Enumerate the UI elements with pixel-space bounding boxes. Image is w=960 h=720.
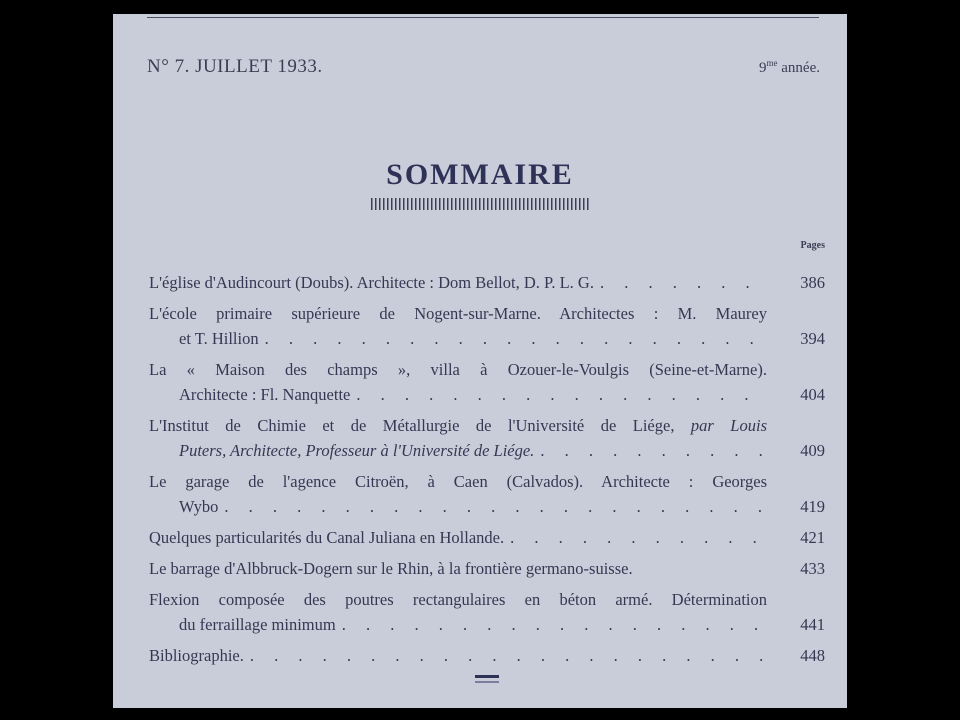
toc-entry xyxy=(149,556,825,581)
toc-page-number: 421 xyxy=(800,528,825,547)
toc-text: Quelques particularités du Canal Juliana en Hollande. xyxy=(149,528,505,547)
document-page xyxy=(113,14,847,708)
toc-line xyxy=(149,326,825,351)
pages-column-header: Pages xyxy=(800,240,825,251)
year-line xyxy=(759,58,820,77)
end-ornament-shadow xyxy=(475,681,499,683)
toc-line: La « Maison des champs », villa à Ozouer-le-Voulgis (Seine-et-Marne). xyxy=(149,360,767,379)
toc-text: Wybo xyxy=(179,497,219,516)
toc-entry xyxy=(149,357,825,407)
toc-page-number: 419 xyxy=(800,497,825,516)
toc-text: L'église d'Audincourt (Doubs). Architecte : Dom Bellot, D. P. L. G. xyxy=(149,273,594,292)
year-number: 9 xyxy=(759,60,767,76)
toc-text: Bibliographie. xyxy=(149,646,244,665)
toc-line: Le garage de l'agence Citroën, à Caen (Calvados). Architecte : Georges xyxy=(149,472,767,491)
toc-line: Flexion composée des poutres rectangulaires en béton armé. Détermination xyxy=(149,590,767,609)
toc-line xyxy=(149,382,825,407)
toc-entry xyxy=(149,301,825,351)
toc-line xyxy=(149,438,825,463)
toc-line xyxy=(149,413,767,438)
toc-page-number: 394 xyxy=(800,329,825,348)
toc-page-number: 433 xyxy=(800,559,825,578)
toc-entry xyxy=(149,643,825,668)
dot-leader xyxy=(594,270,767,295)
toc-entry xyxy=(149,413,825,463)
toc-text: L'Institut de Chimie et de Métallurgie de l'Université de Liége, xyxy=(149,416,675,435)
toc-entry xyxy=(149,525,825,550)
toc-page-number: 448 xyxy=(800,646,825,665)
year-suffix: me xyxy=(766,58,778,68)
toc-page-number: 386 xyxy=(800,273,825,292)
toc-line xyxy=(149,612,825,637)
toc-text: du ferraillage minimum xyxy=(179,615,336,634)
title-ornament xyxy=(371,198,591,210)
table-of-contents xyxy=(149,270,825,674)
toc-line xyxy=(149,525,825,550)
toc-entry xyxy=(149,469,825,519)
toc-text: Le barrage d'Albbruck-Dogern sur le Rhin, à la frontière germano-suisse. xyxy=(149,559,633,578)
dot-leader xyxy=(504,525,767,550)
toc-text: et T. Hillion xyxy=(179,329,259,348)
toc-line xyxy=(149,556,825,581)
year-word: année. xyxy=(777,60,820,76)
end-ornament xyxy=(475,675,499,678)
toc-text: Architecte : Fl. Nanquette xyxy=(179,385,351,404)
toc-entry xyxy=(149,587,825,637)
toc-page-number: 404 xyxy=(800,385,825,404)
issue-line: N° 7. JUILLET 1933. xyxy=(147,56,323,77)
toc-line xyxy=(149,494,825,519)
dot-leader xyxy=(350,382,767,407)
toc-line xyxy=(149,270,825,295)
dot-leader xyxy=(218,494,767,519)
toc-author: par Louis xyxy=(690,416,767,435)
toc-page-number: 441 xyxy=(800,615,825,634)
toc-line xyxy=(149,643,825,668)
toc-page-number: 409 xyxy=(800,441,825,460)
dot-leader xyxy=(259,326,767,351)
dot-leader xyxy=(336,612,767,637)
dot-leader xyxy=(534,438,767,463)
top-rule xyxy=(147,17,819,18)
dot-leader xyxy=(244,643,767,668)
toc-entry xyxy=(149,270,825,295)
toc-text: Puters, Architecte, Professeur à l'Université de Liége. xyxy=(179,441,535,460)
toc-line: L'école primaire supérieure de Nogent-sur-Marne. Architectes : M. Maurey xyxy=(149,304,767,323)
page-title: SOMMAIRE xyxy=(386,158,574,191)
